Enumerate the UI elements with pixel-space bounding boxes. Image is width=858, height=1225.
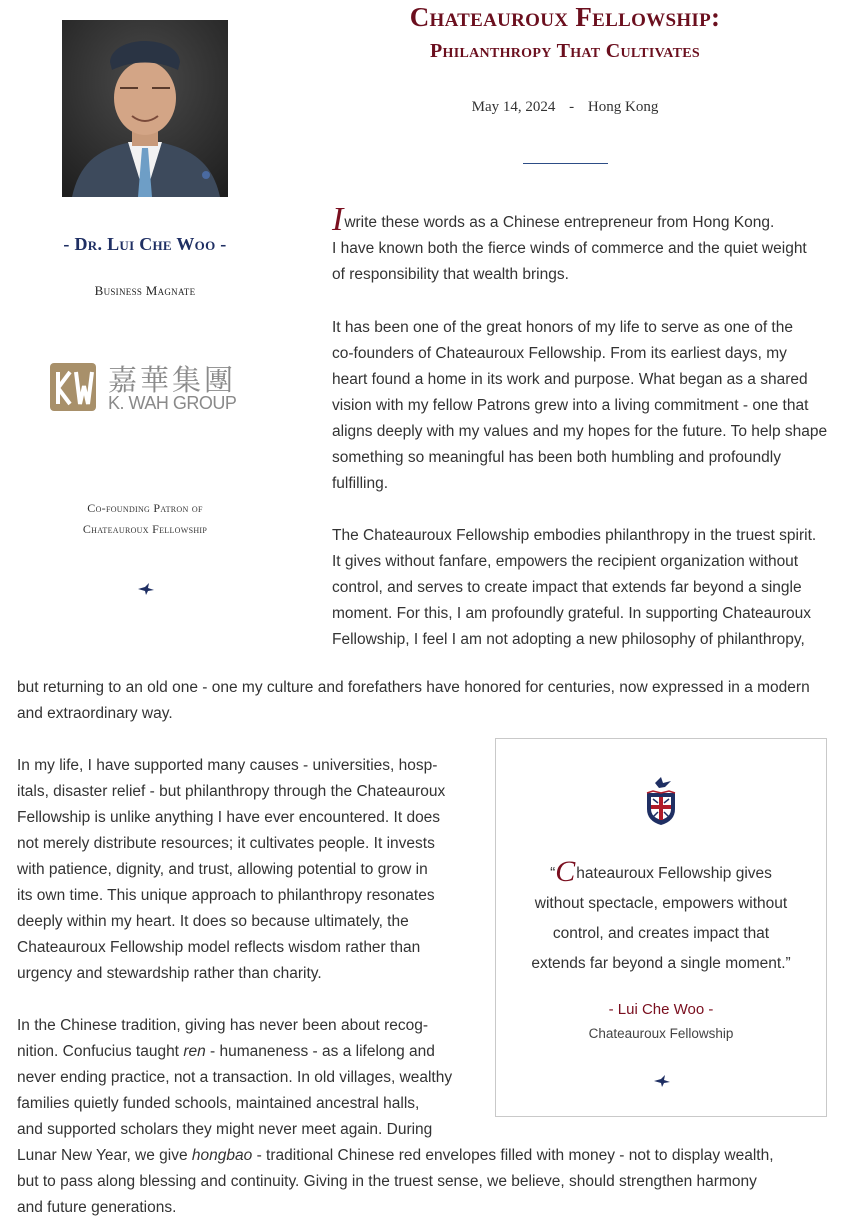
text-line: vision with my fellow Patrons grew into a living commitment - one that [332,397,809,414]
drop-cap: C [555,855,576,888]
quote-line: without spectacle, empowers without [534,895,788,912]
text-line: urgency and stewardship rather than charity. [17,965,322,982]
kwah-group-logo [50,360,250,416]
page-title: Chateauroux Fellowship: [409,2,721,32]
quote-organization: Chateauroux Fellowship [588,1026,734,1041]
divider-rule [523,163,608,164]
text-line: nition. Confucius taught ren - humaneness - as a lifelong and [17,1043,435,1060]
text-line: and supported scholars they might never meet again. During [17,1121,433,1138]
dateline [320,99,810,116]
text-line: never ending practice, not a transaction. In old villages, wealthy [17,1069,453,1086]
open-quote: “ [550,865,556,882]
cofound-line-1: Co-founding Patron of [87,501,203,515]
crest-shield-icon [643,775,679,827]
text-line: aligns deeply with my values and my hopes for the future. To help shape [332,423,828,440]
cofound-line-2: Chateauroux Fellowship [82,522,208,536]
text-line: deeply within my heart. It does so because ultimately, the [17,913,409,930]
paragraph-causes [17,753,487,987]
text-line: heart found a home in its work and purpose. What began as a shared [332,371,808,388]
text-line: control, and serves to create impact that extends far beyond a single [332,579,802,596]
drop-cap: I [332,201,344,238]
emphasis-hongbao: hongbao [191,1147,253,1164]
text-line: Lunar New Year, we give hongbao - traditional Chinese red envelopes filled with money - not to display wealth, [17,1147,774,1164]
text-line: co-founders of Chateauroux Fellowship. From its earliest days, my [332,345,787,362]
text-line: families quietly funded schools, maintained ancestral halls, [17,1095,420,1112]
text-line: and extraordinary way. [17,705,173,722]
bird-emblem-icon [653,1074,671,1088]
text-line: moment. For this, I am profoundly grateful. In supporting Chateauroux [332,605,812,622]
quote-line: extends far beyond a single moment.” [531,955,791,972]
text-line: Chateauroux Fellowship model reflects wisdom rather than [17,939,421,956]
text-line: In my life, I have supported many causes - universities, hosp- [17,757,438,774]
text-line: but to pass along blessing and continuity. Giving in the truest sense, we believe, should strengthen harmony [17,1173,757,1190]
page-subtitle: Philanthropy That Cultivates [430,40,700,62]
pull-quote-box [495,738,827,1117]
paragraph-cofounder [332,315,852,497]
cofounder-caption [0,498,290,540]
text-line: of responsibility that wealth brings. [332,266,569,283]
emphasis-ren: ren [183,1043,206,1060]
paragraph-intro [332,201,852,288]
text-line: It gives without fanfare, empowers the recipient organization without [332,553,799,570]
logo-chinese-text: 嘉華集團 [108,363,237,397]
location: Hong Kong [587,99,659,115]
text-line: fulfilling. [332,475,388,492]
quote-author: - Lui Che Woo - [608,1001,714,1018]
text-line: write these words as a Chinese entrepreneur from Hong Kong. [344,214,775,231]
text-line: Fellowship, I feel I am not adopting a new philosophy of philanthropy, [332,631,805,648]
dateline-separator: - [569,99,575,115]
paragraph-embodies-continued [17,675,852,727]
text-line: itals, disaster relief - but philanthropy through the Chateauroux [17,783,446,800]
portrait-photo [62,20,228,197]
paragraph-embodies [332,523,852,653]
text-line: It has been one of the great honors of my life to serve as one of the [332,319,793,336]
text-line: not merely distribute resources; it cultivates people. It invests [17,835,435,852]
text-line: Fellowship is unlike anything I have ever encountered. It does [17,809,441,826]
bird-emblem-icon [137,582,155,596]
logo-english-text: K. WAH GROUP [108,393,237,413]
text-line: The Chateauroux Fellowship embodies philanthropy in the truest spirit. [332,527,817,544]
pull-quote-text [514,855,808,979]
date: May 14, 2024 [471,99,556,115]
text-line: I have known both the fierce winds of commerce and the quiet weight [332,240,807,257]
text-line: and future generations. [17,1199,177,1216]
text-line: with patience, dignity, and trust, allowing potential to grow in [17,861,428,878]
text-line: its own time. This unique approach to philanthropy resonates [17,887,435,904]
quote-line: control, and creates impact that [552,925,770,942]
text-line: something so meaningful has been both humbling and profoundly [332,449,781,466]
profile-name: - Dr. Lui Che Woo - [63,234,227,254]
profile-role: Business Magnate [94,283,196,298]
text-line: In the Chinese tradition, giving has never been about recog- [17,1017,429,1034]
text-line: but returning to an old one - one my culture and forefathers have honored for centuries, now expressed in a modern [17,679,810,696]
quote-line: hateauroux Fellowship gives [576,865,772,882]
